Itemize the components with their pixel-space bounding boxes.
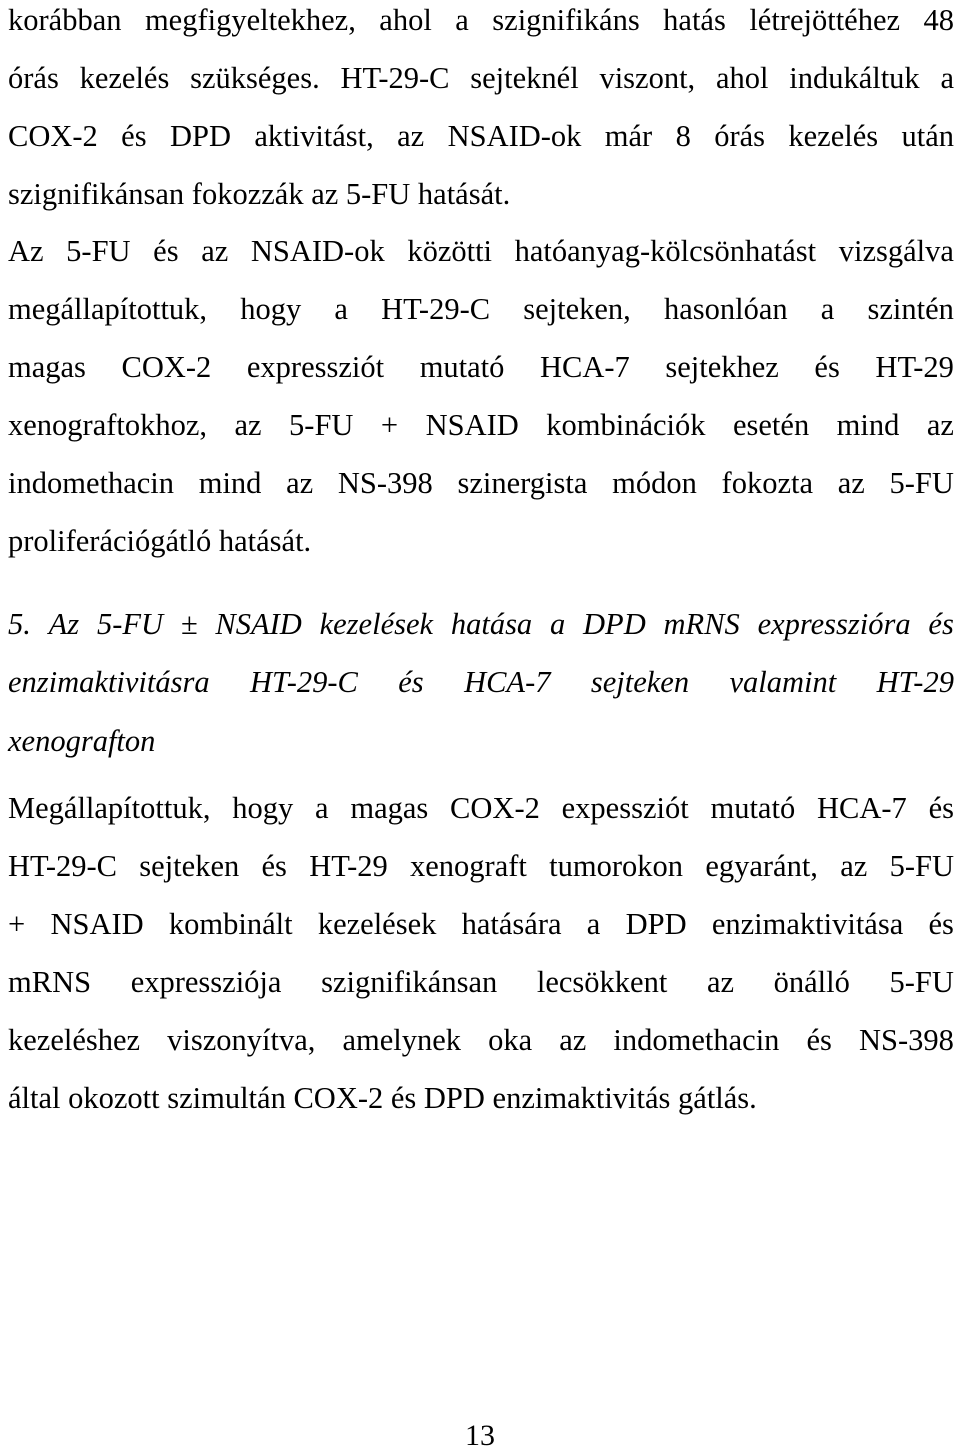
- body-text-line: által okozott szimultán COX-2 és DPD enzimaktivitás gátlás.: [8, 1081, 757, 1115]
- word: és: [814, 350, 840, 384]
- body-text-line: [8, 116, 954, 156]
- word: megállapítottuk,: [8, 292, 208, 326]
- word: módon: [612, 466, 697, 500]
- word: 5.: [8, 607, 31, 641]
- word: a: [455, 3, 469, 37]
- word: NSAID-ok: [250, 234, 385, 268]
- word: és: [806, 1023, 832, 1057]
- word: kezelések: [317, 907, 437, 941]
- word: HT-29: [876, 665, 954, 699]
- word: ahol: [379, 3, 432, 37]
- section-heading-line: [8, 662, 954, 702]
- word: 5-FU: [66, 234, 131, 268]
- word: és: [261, 849, 287, 883]
- word: az: [201, 234, 229, 268]
- word: szintén: [867, 292, 954, 326]
- word: NS-398: [859, 1023, 954, 1057]
- word: HT-29-C: [340, 61, 450, 95]
- word: HT-29-C: [381, 292, 491, 326]
- word: kombinációk: [546, 408, 706, 442]
- word: Az: [48, 607, 80, 641]
- word: HT-29-C: [250, 665, 358, 699]
- word: xenograft: [410, 849, 527, 883]
- word: megfigyeltekhez,: [144, 3, 356, 37]
- word: fokozta: [721, 466, 814, 500]
- word: hatóanyag-kölcsönhatást: [514, 234, 817, 268]
- word: kombinált: [168, 907, 293, 941]
- word: +: [8, 907, 26, 941]
- word: szignifikáns: [492, 3, 640, 37]
- word: kezelés: [788, 119, 879, 153]
- word: hatására: [461, 907, 562, 941]
- word: expressziót: [246, 350, 385, 384]
- word: 5-FU: [889, 466, 954, 500]
- word: hatás: [663, 3, 726, 37]
- word: DPD: [169, 119, 231, 153]
- word: a: [334, 292, 348, 326]
- word: +: [380, 408, 399, 442]
- body-text-line: [8, 405, 954, 445]
- word: lecsökkent: [536, 965, 668, 999]
- page-number: 13: [465, 1419, 495, 1452]
- word: NSAID: [50, 907, 144, 941]
- word: tumorokon: [549, 849, 684, 883]
- word: sejteken: [139, 849, 240, 883]
- word: korábban: [8, 3, 122, 37]
- word: a: [586, 907, 601, 941]
- word: DPD: [625, 907, 687, 941]
- word: szinergista: [457, 466, 588, 500]
- word: expressziója: [130, 965, 282, 999]
- word: és: [398, 665, 424, 699]
- word: COX-2: [121, 350, 212, 384]
- word: xenograftokhoz,: [8, 408, 208, 442]
- word: enzimaktivitásra: [8, 665, 210, 699]
- body-text-line: [8, 463, 954, 503]
- word: DPD: [583, 607, 646, 641]
- word: HT-29: [875, 350, 954, 384]
- word: hogy: [240, 292, 302, 326]
- word: már: [604, 119, 653, 153]
- word: mutató: [419, 350, 505, 384]
- word: ahol: [715, 61, 769, 95]
- word: NSAID: [425, 408, 519, 442]
- word: expresszióra: [757, 607, 911, 641]
- word: az: [837, 466, 865, 500]
- word: HCA-7: [539, 350, 630, 384]
- word: expessziót: [561, 791, 689, 825]
- word: indukáltuk: [789, 61, 920, 95]
- word: mind: [198, 466, 262, 500]
- word: indomethacin: [613, 1023, 780, 1057]
- word: amelynek: [342, 1023, 462, 1057]
- word: kezeléshez: [8, 1023, 141, 1057]
- word: magas: [8, 350, 86, 384]
- word: hogy: [232, 791, 294, 825]
- word: viszonyítva,: [167, 1023, 316, 1057]
- word: sejtekhez: [665, 350, 779, 384]
- word: HCA-7: [464, 665, 551, 699]
- word: és: [153, 234, 179, 268]
- word: HT-29-C: [8, 849, 118, 883]
- section-heading-line: [8, 604, 954, 644]
- word: közötti: [407, 234, 493, 268]
- word: Megállapítottuk,: [8, 791, 211, 825]
- word: sejteken: [590, 665, 690, 699]
- word: sejteken,: [523, 292, 631, 326]
- body-text-line: szignifikánsan fokozzák az 5-FU hatását.: [8, 177, 511, 211]
- word: mRNS: [8, 965, 92, 999]
- word: órás: [714, 119, 766, 153]
- word: után: [901, 119, 954, 153]
- word: HT-29: [309, 849, 388, 883]
- word: az: [286, 466, 314, 500]
- word: sejteknél: [470, 61, 579, 95]
- word: és: [928, 907, 954, 941]
- word: Az: [8, 234, 44, 268]
- word: aktivitást,: [254, 119, 374, 153]
- word: enzimaktivitása: [711, 907, 904, 941]
- word: HCA-7: [816, 791, 907, 825]
- word: kezelés: [79, 61, 170, 95]
- word: 48: [923, 3, 954, 37]
- word: kezelések: [319, 607, 434, 641]
- body-text-line: [8, 347, 954, 387]
- word: esetén: [732, 408, 810, 442]
- body-text-line: [8, 231, 954, 271]
- word: és: [121, 119, 147, 153]
- word: a: [549, 607, 566, 641]
- word: mind: [836, 408, 900, 442]
- word: COX-2: [450, 791, 540, 825]
- word: vizsgálva: [838, 234, 954, 268]
- word: indomethacin: [8, 466, 175, 500]
- word: egyaránt,: [705, 849, 818, 883]
- word: az: [397, 119, 425, 153]
- word: hatása: [450, 607, 533, 641]
- word: 5-FU: [889, 849, 954, 883]
- word: és: [928, 791, 954, 825]
- word: ±: [180, 607, 198, 641]
- word: és: [928, 607, 954, 641]
- word: 5-FU: [96, 607, 164, 641]
- word: NSAID: [215, 607, 302, 641]
- word: magas: [350, 791, 429, 825]
- word: az: [926, 408, 954, 442]
- word: COX-2: [8, 119, 98, 153]
- word: mutató: [710, 791, 796, 825]
- word: létrejöttéhez: [749, 3, 901, 37]
- body-text-line: [8, 58, 954, 98]
- body-text-line: [8, 1020, 954, 1060]
- word: szükséges.: [190, 61, 320, 95]
- word: NS-398: [337, 466, 433, 500]
- word: mRNS: [663, 607, 740, 641]
- body-text-line: proliferációgátló hatását.: [8, 524, 312, 558]
- section-heading-line: xenografton: [8, 724, 156, 758]
- word: viszont,: [599, 61, 696, 95]
- word: önálló: [773, 965, 850, 999]
- word: a: [820, 292, 835, 326]
- body-text-line: [8, 788, 954, 828]
- word: 5-FU: [289, 408, 354, 442]
- word: 5-FU: [889, 965, 954, 999]
- word: az: [234, 408, 262, 442]
- word: az: [840, 849, 868, 883]
- word: szignifikánsan: [321, 965, 498, 999]
- word: órás: [8, 61, 59, 95]
- word: a: [940, 61, 954, 95]
- word: NSAID-ok: [447, 119, 582, 153]
- word: a: [315, 791, 329, 825]
- body-text-line: [8, 0, 954, 40]
- word: valamint: [729, 665, 837, 699]
- word: oka: [488, 1023, 533, 1057]
- body-text-line: [8, 904, 954, 944]
- word: az: [559, 1023, 587, 1057]
- word: 8: [675, 119, 691, 153]
- body-text-line: [8, 962, 954, 1002]
- word: hasonlóan: [663, 292, 788, 326]
- body-text-line: [8, 846, 954, 886]
- word: az: [706, 965, 735, 999]
- body-text-line: [8, 289, 954, 329]
